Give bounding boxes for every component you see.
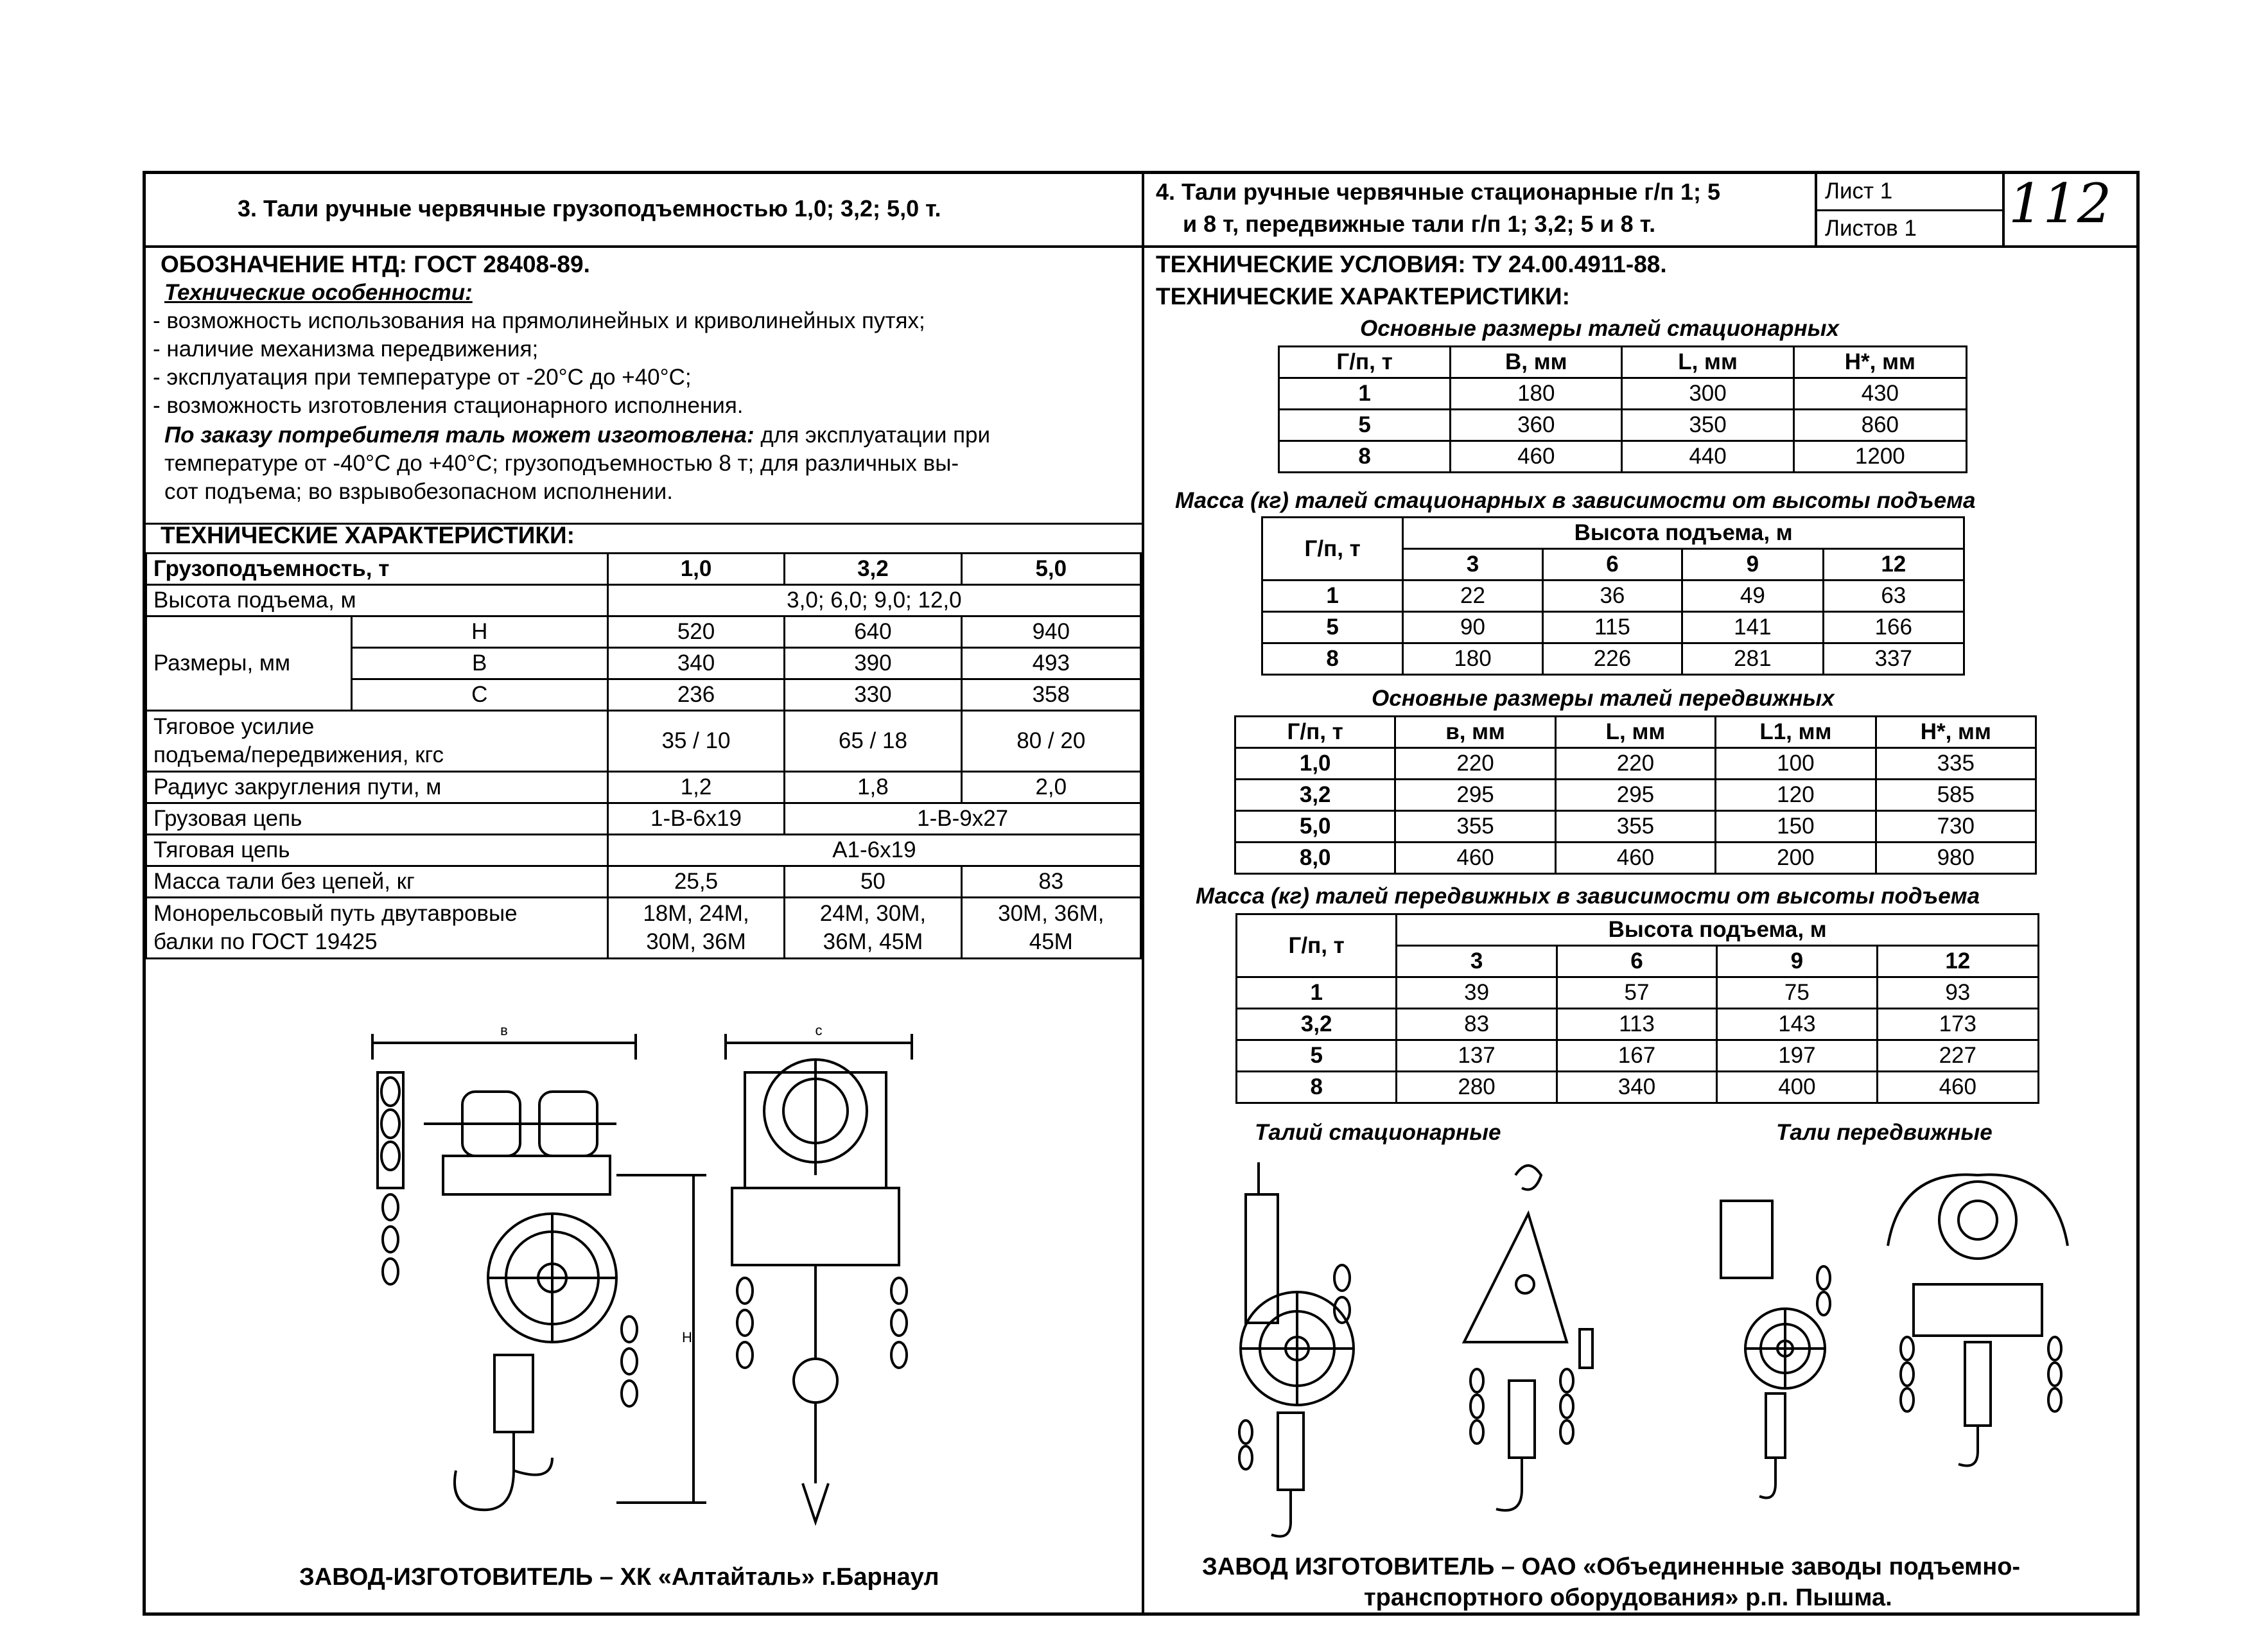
right-title-line2: и 8 т, передвижные тали г/п 1; 3,2; 5 и 8 т. xyxy=(1183,211,1656,237)
table-cell: 5,0 xyxy=(1235,811,1395,843)
dims-label: Размеры, мм xyxy=(146,616,352,711)
table-cell: 167 xyxy=(1557,1040,1716,1072)
radius-value: 1,2 xyxy=(607,772,784,803)
height-header: 3 xyxy=(1403,549,1542,581)
radius-label: Радиус закругления пути, м xyxy=(146,772,608,803)
dim-label-c: с xyxy=(815,1022,823,1038)
table-cell: 295 xyxy=(1555,780,1715,811)
capacity-value: 3,2 xyxy=(785,554,961,585)
table-cell: 3,2 xyxy=(1237,1009,1397,1040)
capacity-label: Грузоподъемность, т xyxy=(146,554,608,585)
rail-value xyxy=(785,898,961,959)
rail-value xyxy=(607,898,784,959)
table-cell: 1200 xyxy=(1793,441,1966,473)
capacity-value: 1,0 xyxy=(607,554,784,585)
sheet-box-left xyxy=(1815,171,1817,247)
table-cell: 49 xyxy=(1682,581,1823,612)
table-cell: 8 xyxy=(1237,1072,1397,1103)
table-cell: 8 xyxy=(1279,441,1451,473)
force-value: 65 / 18 xyxy=(785,711,961,772)
rail-label xyxy=(146,898,608,959)
cargo-chain-value: 1-В-6х19 xyxy=(607,803,784,835)
order-paragraph-line1 xyxy=(164,421,990,450)
stationary-dims-table xyxy=(1278,345,1967,473)
dim-value: 236 xyxy=(607,679,784,711)
dim-name: В xyxy=(351,648,607,679)
table-cell: 730 xyxy=(1876,811,2036,843)
col-header: L1, мм xyxy=(1716,717,1876,748)
table-cell: 137 xyxy=(1397,1040,1557,1072)
table-cell: 400 xyxy=(1717,1072,1877,1103)
table-cell: 227 xyxy=(1877,1040,2038,1072)
header-divider xyxy=(143,245,2140,248)
mass-label: Масса тали без цепей, кг xyxy=(146,866,608,898)
table-cell: 150 xyxy=(1716,811,1876,843)
mass-value: 25,5 xyxy=(607,866,784,898)
table-cell: 115 xyxy=(1542,612,1682,643)
col-header: L, мм xyxy=(1622,347,1793,378)
hoist-drawing-right xyxy=(1207,1149,2106,1548)
table-cell: 173 xyxy=(1877,1009,2038,1040)
right-manufacturer-line2: транспортного оборудования» р.п. Пышма. xyxy=(1364,1584,1892,1611)
feature-item: - наличие механизма передвижения; xyxy=(153,336,539,362)
right-title-line1: 4. Тали ручные червячные стационарные г/п 1; 5 xyxy=(1156,179,1721,205)
feature-item: - возможность изготовления стационарного исполнения. xyxy=(153,393,744,418)
table-cell: 57 xyxy=(1557,977,1716,1009)
table-cell: 197 xyxy=(1717,1040,1877,1072)
table-cell: 430 xyxy=(1793,378,1966,410)
handwritten-page-number: 112 xyxy=(2009,172,2112,235)
table-cell: 75 xyxy=(1717,977,1877,1009)
dim-value: 340 xyxy=(607,648,784,679)
cargo-chain-label: Грузовая цепь xyxy=(146,803,608,835)
table-cell: 220 xyxy=(1395,748,1555,780)
table-cell: 337 xyxy=(1823,643,1964,675)
left-title: 3. Тали ручные червячные грузоподъемностью 1,0; 3,2; 5,0 т. xyxy=(238,195,941,222)
dim-name: С xyxy=(351,679,607,711)
col-header: Н*, мм xyxy=(1793,347,1966,378)
pull-chain-value: А1-6х19 xyxy=(607,835,1140,866)
lift-height-value: 3,0; 6,0; 9,0; 12,0 xyxy=(607,585,1140,616)
tech-conditions: ТЕХНИЧЕСКИЕ УСЛОВИЯ: ТУ 24.00.4911-88. xyxy=(1156,251,1667,277)
table-cell: 166 xyxy=(1823,612,1964,643)
t4-title: Масса (кг) талей передвижных в зависимости от высоты подъема xyxy=(1196,884,1980,909)
table-cell: 860 xyxy=(1793,410,1966,441)
gp-header: Г/п, т xyxy=(1262,518,1403,581)
rail-value-line: 45М xyxy=(1029,929,1073,954)
mobile-dims-table xyxy=(1234,715,2037,875)
dim-label-h: Н xyxy=(682,1329,692,1345)
right-tech-title: ТЕХНИЧЕСКИЕ ХАРАКТЕРИСТИКИ: xyxy=(1156,283,1570,310)
hoist-drawing-left xyxy=(347,1021,976,1548)
table-cell: 360 xyxy=(1451,410,1622,441)
feature-item: - возможность использования на прямолинейных и криволинейных путях; xyxy=(153,308,925,333)
order-title: По заказу потребителя таль может изготовлена: xyxy=(164,423,755,448)
table-cell: 113 xyxy=(1557,1009,1716,1040)
table-cell: 460 xyxy=(1395,843,1555,874)
table-cell: 1,0 xyxy=(1235,748,1395,780)
table-cell: 440 xyxy=(1622,441,1793,473)
left-tech-title: ТЕХНИЧЕСКИЕ ХАРАКТЕРИСТИКИ: xyxy=(161,522,575,548)
rail-label-line2: балки по ГОСТ 19425 xyxy=(153,929,378,954)
table-cell: 8,0 xyxy=(1235,843,1395,874)
table-cell: 22 xyxy=(1403,581,1542,612)
height-header: 9 xyxy=(1682,549,1823,581)
dim-value: 940 xyxy=(961,616,1140,648)
dim-value: 520 xyxy=(607,616,784,648)
table-cell: 300 xyxy=(1622,378,1793,410)
rail-value-line: 36М, 45М xyxy=(823,929,923,954)
dim-value: 640 xyxy=(785,616,961,648)
lift-header: Высота подъема, м xyxy=(1397,914,2039,946)
col-header: L, мм xyxy=(1555,717,1715,748)
dim-value: 493 xyxy=(961,648,1140,679)
table-cell: 281 xyxy=(1682,643,1823,675)
height-header: 12 xyxy=(1823,549,1964,581)
features-title: Технические особенности: xyxy=(164,280,473,305)
cargo-chain-value: 1-В-9х27 xyxy=(785,803,1141,835)
rail-value-line: 30М, 36М, xyxy=(998,901,1104,926)
radius-value: 1,8 xyxy=(785,772,961,803)
table-cell: 460 xyxy=(1877,1072,2038,1103)
height-header: 12 xyxy=(1877,946,2038,977)
t1-title: Основные размеры талей стационарных xyxy=(1360,316,1839,341)
feature-item: - эксплуатация при температуре от -20°С до +40°С; xyxy=(153,365,692,390)
table-cell: 180 xyxy=(1403,643,1542,675)
table-cell: 355 xyxy=(1395,811,1555,843)
t2-title: Масса (кг) талей стационарных в зависимости от высоты подъема xyxy=(1175,488,1976,513)
lift-header: Высота подъема, м xyxy=(1403,518,1964,549)
table-cell: 8 xyxy=(1262,643,1403,675)
table-cell: 200 xyxy=(1716,843,1876,874)
left-manufacturer: ЗАВОД-ИЗГОТОВИТЕЛЬ – ХК «Алтайталь» г.Барнаул xyxy=(299,1564,939,1591)
table-cell: 460 xyxy=(1451,441,1622,473)
ntd-designation: ОБОЗНАЧЕНИЕ НТД: ГОСТ 28408-89. xyxy=(161,251,590,277)
sheet-number: Лист 1 xyxy=(1825,179,1893,204)
t3-title: Основные размеры талей передвижных xyxy=(1372,686,1835,711)
table-cell: 120 xyxy=(1716,780,1876,811)
table-cell: 36 xyxy=(1542,581,1682,612)
rail-value xyxy=(961,898,1140,959)
table-cell: 980 xyxy=(1876,843,2036,874)
label-mobile: Тали передвижные xyxy=(1776,1120,1993,1145)
table-cell: 100 xyxy=(1716,748,1876,780)
table-cell: 335 xyxy=(1876,748,2036,780)
table-cell: 83 xyxy=(1397,1009,1557,1040)
left-specs-table xyxy=(145,552,1142,959)
lift-height-label: Высота подъема, м xyxy=(146,585,608,616)
table-cell: 39 xyxy=(1397,977,1557,1009)
force-label-line2: подъема/передвижения, кгс xyxy=(153,742,444,767)
table-cell: 3,2 xyxy=(1235,780,1395,811)
height-header: 6 xyxy=(1557,946,1716,977)
force-label-line1: Тяговое усилие xyxy=(153,714,315,739)
rail-value-line: 18М, 24М, xyxy=(643,901,749,926)
order-text: для эксплуатации при xyxy=(754,423,991,448)
dim-label-b: в xyxy=(500,1022,508,1038)
table-cell: 63 xyxy=(1823,581,1964,612)
col-header: Г/п, т xyxy=(1235,717,1395,748)
col-header: в, мм xyxy=(1395,717,1555,748)
force-value: 80 / 20 xyxy=(961,711,1140,772)
rail-label-line1: Монорельсовый путь двутавровые xyxy=(153,901,518,926)
height-header: 3 xyxy=(1397,946,1557,977)
sheet-count: Листов 1 xyxy=(1825,216,1917,241)
table-cell: 220 xyxy=(1555,748,1715,780)
table-cell: 226 xyxy=(1542,643,1682,675)
table-cell: 93 xyxy=(1877,977,2038,1009)
table-cell: 350 xyxy=(1622,410,1793,441)
label-stationary: Талий стационарные xyxy=(1255,1120,1501,1145)
force-value: 35 / 10 xyxy=(607,711,784,772)
table-cell: 90 xyxy=(1403,612,1542,643)
capacity-value: 5,0 xyxy=(961,554,1140,585)
mass-value: 50 xyxy=(785,866,961,898)
force-label xyxy=(146,711,608,772)
table-cell: 1 xyxy=(1262,581,1403,612)
stationary-mass-table xyxy=(1261,516,1965,676)
mobile-mass-table xyxy=(1235,913,2039,1104)
mass-value: 83 xyxy=(961,866,1140,898)
order-paragraph-line2: температуре от -40°С до +40°С; грузоподъемностью 8 т; для различных вы- xyxy=(164,451,959,476)
radius-value: 2,0 xyxy=(961,772,1140,803)
table-cell: 143 xyxy=(1717,1009,1877,1040)
height-header: 6 xyxy=(1542,549,1682,581)
table-cell: 340 xyxy=(1557,1072,1716,1103)
table-cell: 1 xyxy=(1279,378,1451,410)
col-header: Н*, мм xyxy=(1876,717,2036,748)
col-header: В, мм xyxy=(1451,347,1622,378)
col-header: Г/п, т xyxy=(1279,347,1451,378)
rail-value-line: 30М, 36М xyxy=(646,929,746,954)
table-cell: 5 xyxy=(1237,1040,1397,1072)
dim-name: Н xyxy=(351,616,607,648)
table-cell: 1 xyxy=(1237,977,1397,1009)
dim-value: 390 xyxy=(785,648,961,679)
sheet-box-right xyxy=(2002,171,2005,247)
table-cell: 280 xyxy=(1397,1072,1557,1103)
dim-value: 330 xyxy=(785,679,961,711)
pull-chain-label: Тяговая цепь xyxy=(146,835,608,866)
table-cell: 460 xyxy=(1555,843,1715,874)
table-cell: 585 xyxy=(1876,780,2036,811)
table-cell: 141 xyxy=(1682,612,1823,643)
order-paragraph-line3: сот подъема; во взрывобезопасном исполнении. xyxy=(164,479,673,504)
rail-value-line: 24М, 30М, xyxy=(819,901,927,926)
table-cell: 295 xyxy=(1395,780,1555,811)
dim-value: 358 xyxy=(961,679,1140,711)
sheet-box-mid xyxy=(1815,209,2002,211)
right-manufacturer-line1: ЗАВОД ИЗГОТОВИТЕЛЬ – ОАО «Объединенные заводы подъемно- xyxy=(1202,1553,2021,1580)
gp-header: Г/п, т xyxy=(1237,914,1397,977)
height-header: 9 xyxy=(1717,946,1877,977)
table-cell: 5 xyxy=(1262,612,1403,643)
table-cell: 355 xyxy=(1555,811,1715,843)
table-cell: 5 xyxy=(1279,410,1451,441)
table-cell: 180 xyxy=(1451,378,1622,410)
center-divider xyxy=(1142,171,1144,1616)
